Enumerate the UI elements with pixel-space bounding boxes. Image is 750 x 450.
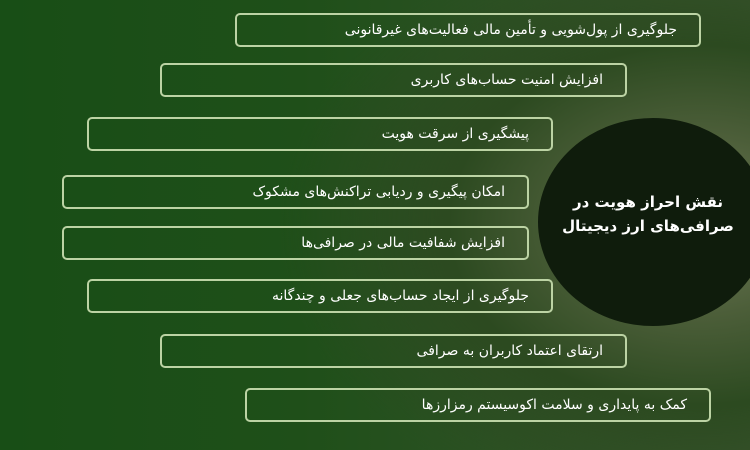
central-title-line-2: صرافی‌های ارز دیجیتال <box>562 217 734 235</box>
role-item-fake-account-prevention: جلوگیری از ایجاد حساب‌های جعلی و چندگانه <box>87 279 553 313</box>
role-item-ecosystem-stability: کمک به پایداری و سلامت اکوسیستم رمزارزها <box>245 388 711 422</box>
role-item-identity-theft-prevention: پیشگیری از سرقت هویت <box>87 117 553 151</box>
central-title-line-1: نقش احراز هویت در <box>572 193 723 211</box>
role-item-financial-transparency: افزایش شفافیت مالی در صرافی‌ها <box>62 226 529 260</box>
role-item-account-security: افزایش امنیت حساب‌های کاربری <box>160 63 627 97</box>
role-item-user-trust: ارتقای اعتماد کاربران به صرافی <box>160 334 627 368</box>
role-item-suspicious-transaction-tracking: امکان پیگیری و ردیابی تراکنش‌های مشکوک <box>62 175 529 209</box>
central-title <box>548 190 748 238</box>
role-item-anti-money-laundering: جلوگیری از پول‌شویی و تأمین مالی فعالیت‌های غیرقانونی <box>235 13 701 47</box>
